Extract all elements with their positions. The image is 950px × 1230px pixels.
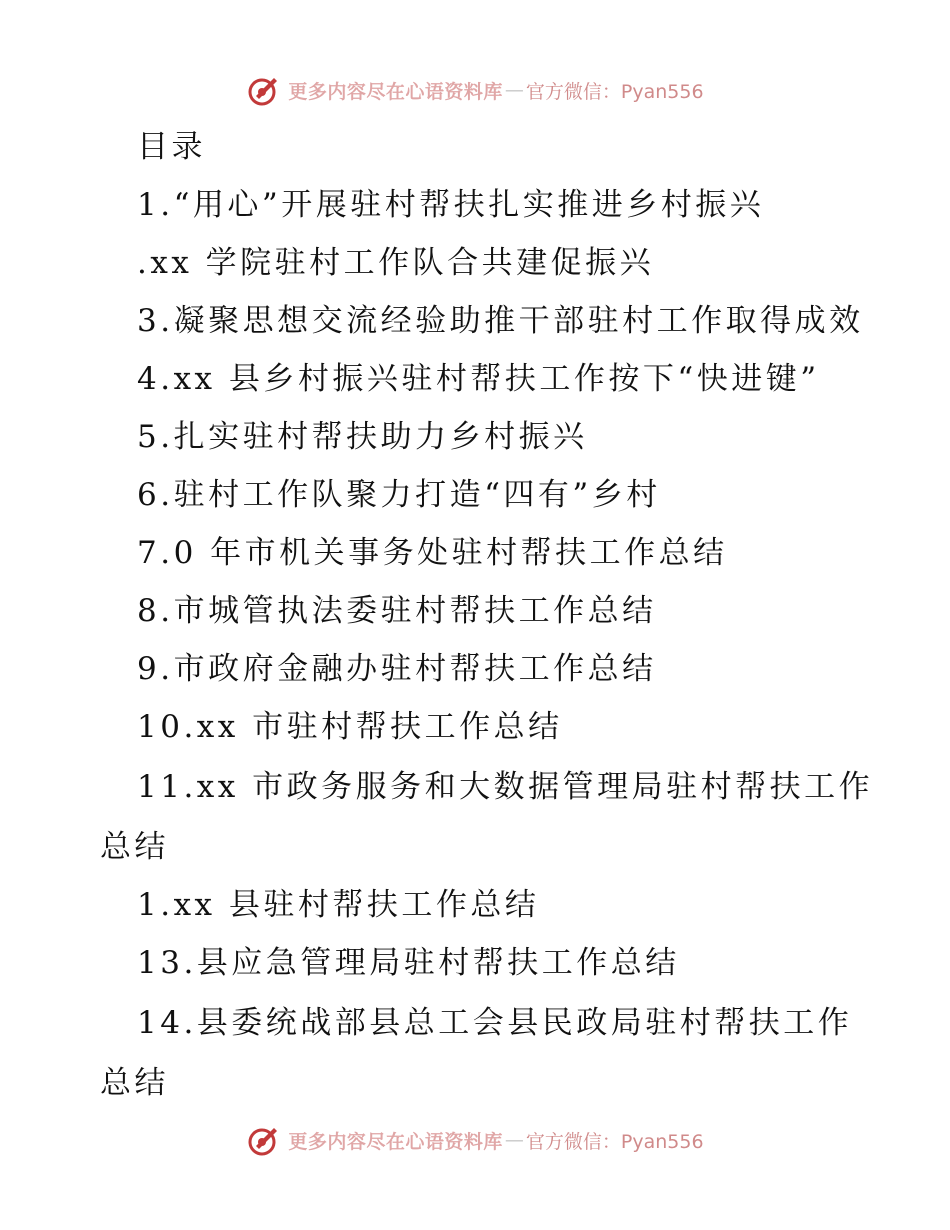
watermark-banner-top [0, 70, 950, 110]
toc-item: 7.0 年市机关事务处驻村帮扶工作总结 [137, 535, 728, 571]
toc-item: 1.“用心”开展驻村帮扶扎实推进乡村振兴 [137, 187, 765, 223]
logo-icon [246, 72, 282, 108]
toc-item: 14.县委统战部县总工会县民政局驻村帮扶工作 [137, 1005, 853, 1041]
toc-item-continued: 总结 [100, 829, 169, 865]
watermark-banner-bottom [0, 1120, 950, 1160]
toc-item: 4.xx 县乡村振兴驻村帮扶工作按下“快进键” [137, 361, 820, 397]
watermark-separator: — [504, 79, 524, 101]
logo-icon [246, 1122, 282, 1158]
toc-item: 9.市政府金融办驻村帮扶工作总结 [137, 651, 657, 687]
toc-item-continued: 总结 [100, 1065, 169, 1101]
toc-item: 11.xx 市政务服务和大数据管理局驻村帮扶工作 [137, 769, 874, 805]
toc-item: 3.凝聚思想交流经验助推干部驻村工作取得成效 [137, 303, 864, 339]
watermark-wechat-text: 官方微信：Pyan556 [525, 1130, 704, 1153]
toc-item: .xx 学院驻村工作队合共建促振兴 [137, 245, 655, 281]
toc-item: 10.xx 市驻村帮扶工作总结 [137, 709, 563, 745]
toc-item: 8.市城管执法委驻村帮扶工作总结 [137, 593, 657, 629]
toc-title: 目录 [137, 129, 206, 165]
toc-item: 5.扎实驻村帮扶助力乡村振兴 [137, 419, 588, 455]
watermark-wechat-text: 官方微信：Pyan556 [525, 80, 704, 103]
toc-item: 1.xx 县驻村帮扶工作总结 [137, 887, 540, 923]
watermark-separator: — [504, 1129, 524, 1151]
toc-item: 6.驻村工作队聚力打造“四有”乡村 [137, 477, 661, 513]
watermark-main-text: 更多内容尽在心语资料库 [288, 80, 503, 103]
toc-item: 13.县应急管理局驻村帮扶工作总结 [137, 945, 680, 981]
watermark-main-text: 更多内容尽在心语资料库 [288, 1130, 503, 1153]
